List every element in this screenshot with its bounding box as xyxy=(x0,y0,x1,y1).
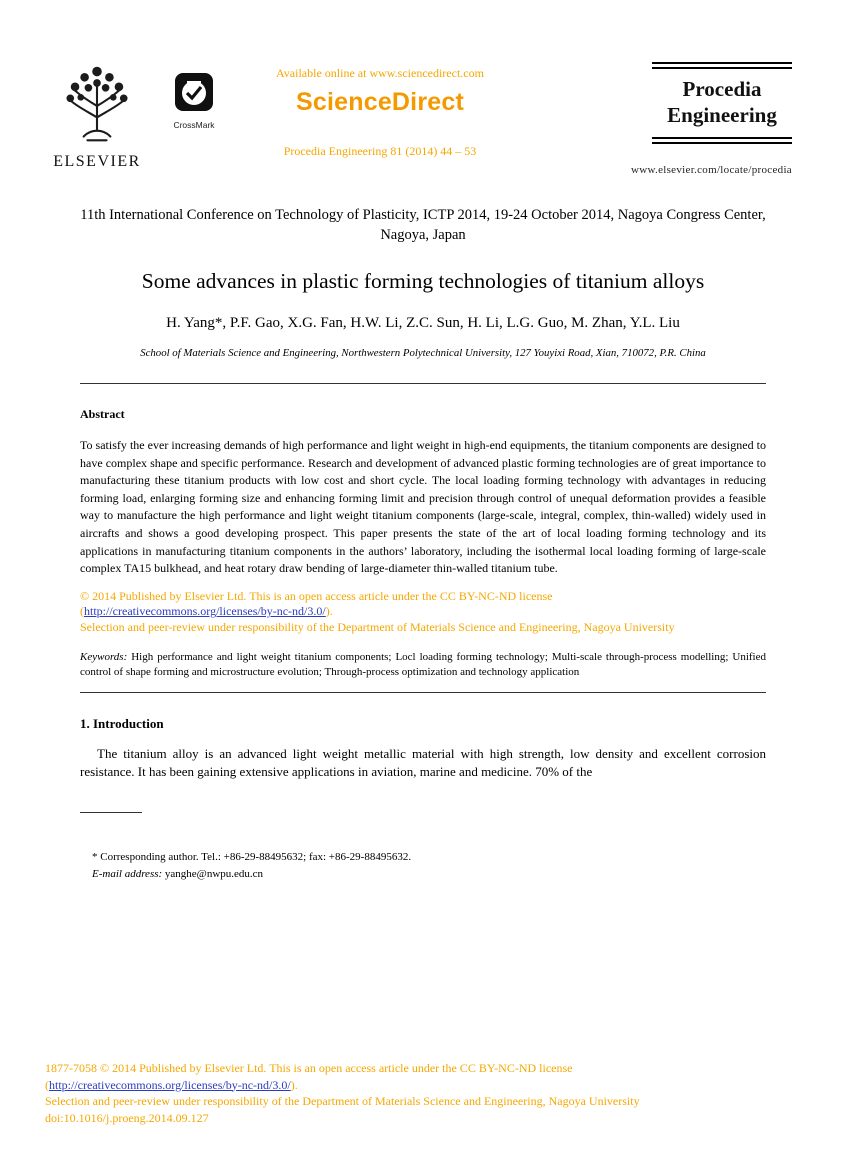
footer-cc-license-link[interactable]: http://creativecommons.org/licenses/by-nc-nd/3.0/ xyxy=(49,1077,291,1092)
conference-title: 11th International Conference on Technology of Plasticity, ICTP 2014, 19-24 October 2014, Nagoya Congress Center, Nagoya, Japan xyxy=(80,207,766,243)
license-block xyxy=(80,589,766,636)
license-paren-open: ( xyxy=(80,604,84,619)
email-label: E-mail address: xyxy=(92,867,163,880)
page-footer xyxy=(45,1060,805,1126)
license-line1: © 2014 Published by Elsevier Ltd. This is an open access article under the CC BY-NC-ND license xyxy=(80,588,553,603)
elsevier-logo xyxy=(50,62,144,171)
footnote-block xyxy=(80,812,500,882)
sciencedirect-logo[interactable]: ScienceDirect xyxy=(296,88,464,116)
license-line2 xyxy=(80,604,766,620)
section-heading-introduction: 1. Introduction xyxy=(80,716,164,732)
journal-citation: Procedia Engineering 81 (2014) 44 – 53 xyxy=(283,144,477,158)
crossmark-badge[interactable] xyxy=(166,72,222,130)
affiliation: School of Materials Science and Engineering, Northwestern Polytechnical University, 127 Youyixi Road, Xian, 710072, P.R. China xyxy=(140,347,706,359)
elsevier-logo-text: ELSEVIER xyxy=(53,153,141,170)
footnote-rule xyxy=(80,812,142,813)
keywords-label: Keywords: xyxy=(80,651,128,664)
email-line xyxy=(92,866,500,883)
license-paren-close: ). xyxy=(325,604,333,619)
abstract-text: To satisfy the ever increasing demands of high performance and light weight in high-end equipments, the titanium components are designed to have complex shape and specific performance. Research and development of advanced plastic forming technologies are of great importance to manufacturing these titanium products with low cost and short cycle. The local loading forming technology with advantages in reducing forming load, enlarging forming size and enhancing forming limit and precision through control of unequal deformation provides a feasible way to manufacture the high performance and light weight titanium components (large-scale, integral, complex, thin-walled) widely used in aircrafts and shows a good developing prospect. This paper presents the state of the art of local loading forming technology and its applications in manufacturing titanium components in the authors’ laboratory, including the isothermal local loading forming of large-scale complex TA15 bulkhead, and heat rotary draw bending of large-diameter thin-walled titanium tube. xyxy=(80,438,766,576)
footer-doi: doi:10.1016/j.proeng.2014.09.127 xyxy=(45,1110,209,1125)
masthead-top-rule xyxy=(652,62,792,69)
footer-paren-close: ). xyxy=(290,1077,298,1092)
crossmark-label: CrossMark xyxy=(173,120,215,130)
journal-name-line1: Procedia xyxy=(682,77,762,101)
corresponding-author-note: * Corresponding author. Tel.: +86-29-88495632; fax: +86-29-88495632. xyxy=(92,851,412,863)
email-address: yanghe@nwpu.edu.cn xyxy=(162,867,264,880)
cc-license-link[interactable]: http://creativecommons.org/licenses/by-nc-nd/3.0/ xyxy=(84,604,326,619)
introduction-paragraph: The titanium alloy is an advanced light weight metallic material with high strength, low density and excellent corrosion resistance. It has been gaining extensive applications in aviation, marine and medicine. 70% of the xyxy=(80,746,766,779)
available-online-text: Available online at www.sciencedirect.com xyxy=(276,66,484,80)
journal-masthead xyxy=(652,62,792,144)
abstract-heading: Abstract xyxy=(80,407,125,421)
journal-homepage-url: www.elsevier.com/locate/procedia xyxy=(631,164,792,176)
keywords-text: High performance and light weight titanium components; Locl loading forming technology; Multi-scale through-process modelling; Unified control of shape forming and microstructure evolution; Through-process optimization and technology application xyxy=(80,651,766,678)
footer-license-line xyxy=(45,1077,805,1094)
elsevier-tree-icon xyxy=(56,62,138,146)
footer-peer-review-statement: Selection and peer-review under responsibility of the Department of Materials Science and Engineering, Nagoya University xyxy=(45,1094,640,1108)
divider-above-abstract xyxy=(80,383,766,384)
keywords-block xyxy=(80,650,766,679)
masthead-bottom-rule xyxy=(652,137,792,144)
author-list: H. Yang*, P.F. Gao, X.G. Fan, H.W. Li, Z.C. Sun, H. Li, L.G. Guo, M. Zhan, Y.L. Liu xyxy=(166,315,680,331)
article-body xyxy=(80,206,766,780)
footer-issn-copyright: 1877-7058 © 2014 Published by Elsevier Ltd. This is an open access article under the CC BY-NC-ND license xyxy=(45,1061,573,1075)
footer-paren-open: ( xyxy=(45,1077,49,1092)
peer-review-statement: Selection and peer-review under responsibility of the Department of Materials Science and Engineering, Nagoya University xyxy=(80,619,675,634)
header-center xyxy=(238,66,522,159)
crossmark-icon xyxy=(174,72,214,112)
paper-title: Some advances in plastic forming technologies of titanium alloys xyxy=(141,269,705,293)
divider-below-keywords xyxy=(80,692,766,693)
journal-name-line2: Engineering xyxy=(667,103,777,127)
